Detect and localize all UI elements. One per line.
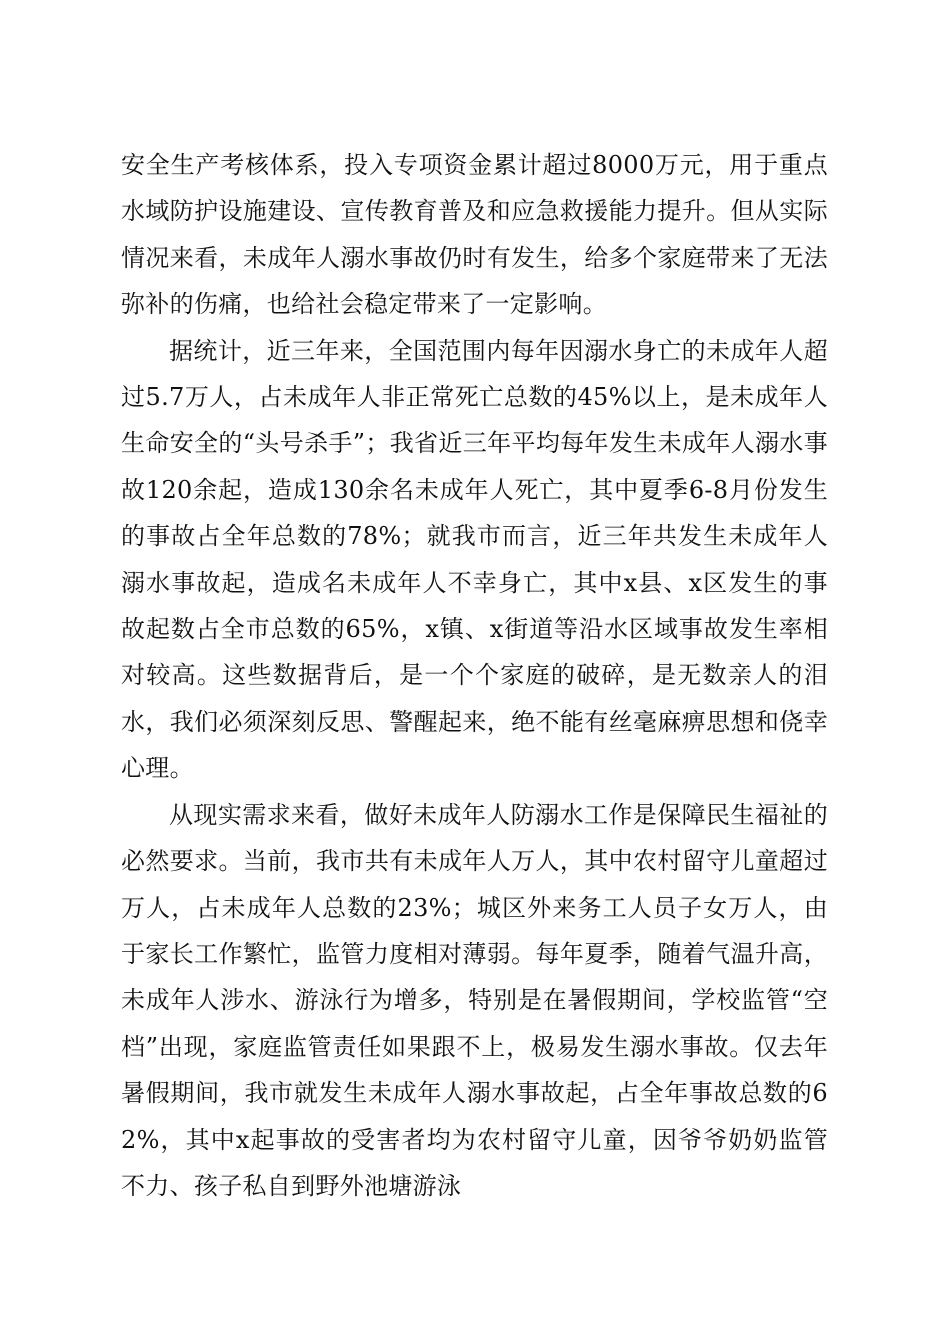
paragraph-continuation: 安全生产考核体系，投入专项资金累计超过8000万元，用于重点水域防护设施建设、宣传教育普及和应急救援能力提升。但从实际情况来看，未成年人溺水事故仍时有发生，给多个家庭带来了无法弥补的伤痛，也给社会稳定带来了一定影响。 <box>121 151 828 319</box>
paragraph-realistic-needs: 从现实需求来看，做好未成年人防溺水工作是保障民生福祉的必然要求。当前，我市共有未成年人万人，其中农村留守儿童超过万人，占未成年人总数的23%；城区外来务工人员子女万人，由于家长工作繁忙，监管力度相对薄弱。每年夏季，随着气温升高，未成年人涉水、游泳行为增多，特别是在暑假期间，学校监管“空档”出现，家庭监管责任如果跟不上，极易发生溺水事故。仅去年暑假期间，我市就发生未成年人溺水事故起，占全年事故总数的62%，其中x起事故的受害者均为农村留守儿童，因爷爷奶奶监管不力、孩子私自到野外池塘游泳 <box>121 800 828 1200</box>
body-text <box>121 142 828 1209</box>
paragraph-statistics: 据统计，近三年来，全国范围内每年因溺水身亡的未成年人超过5.7万人，占未成年人非正常死亡总数的45%以上，是未成年人生命安全的“头号杀手”；我省近三年平均每年发生未成年人溺水事故120余起，造成130余名未成年人死亡，其中夏季6-8月份发生的事故占全年总数的78%；就我市而言，近三年共发生未成年人溺水事故起，造成名未成年人不幸身亡，其中x县、x区发生的事故起数占全市总数的65%，x镇、x街道等沿水区域事故发生率相对较高。这些数据背后，是一个个家庭的破碎，是无数亲人的泪水，我们必须深刻反思、警醒起来，绝不能有丝毫麻痹思想和侥幸心理。 <box>121 336 828 783</box>
